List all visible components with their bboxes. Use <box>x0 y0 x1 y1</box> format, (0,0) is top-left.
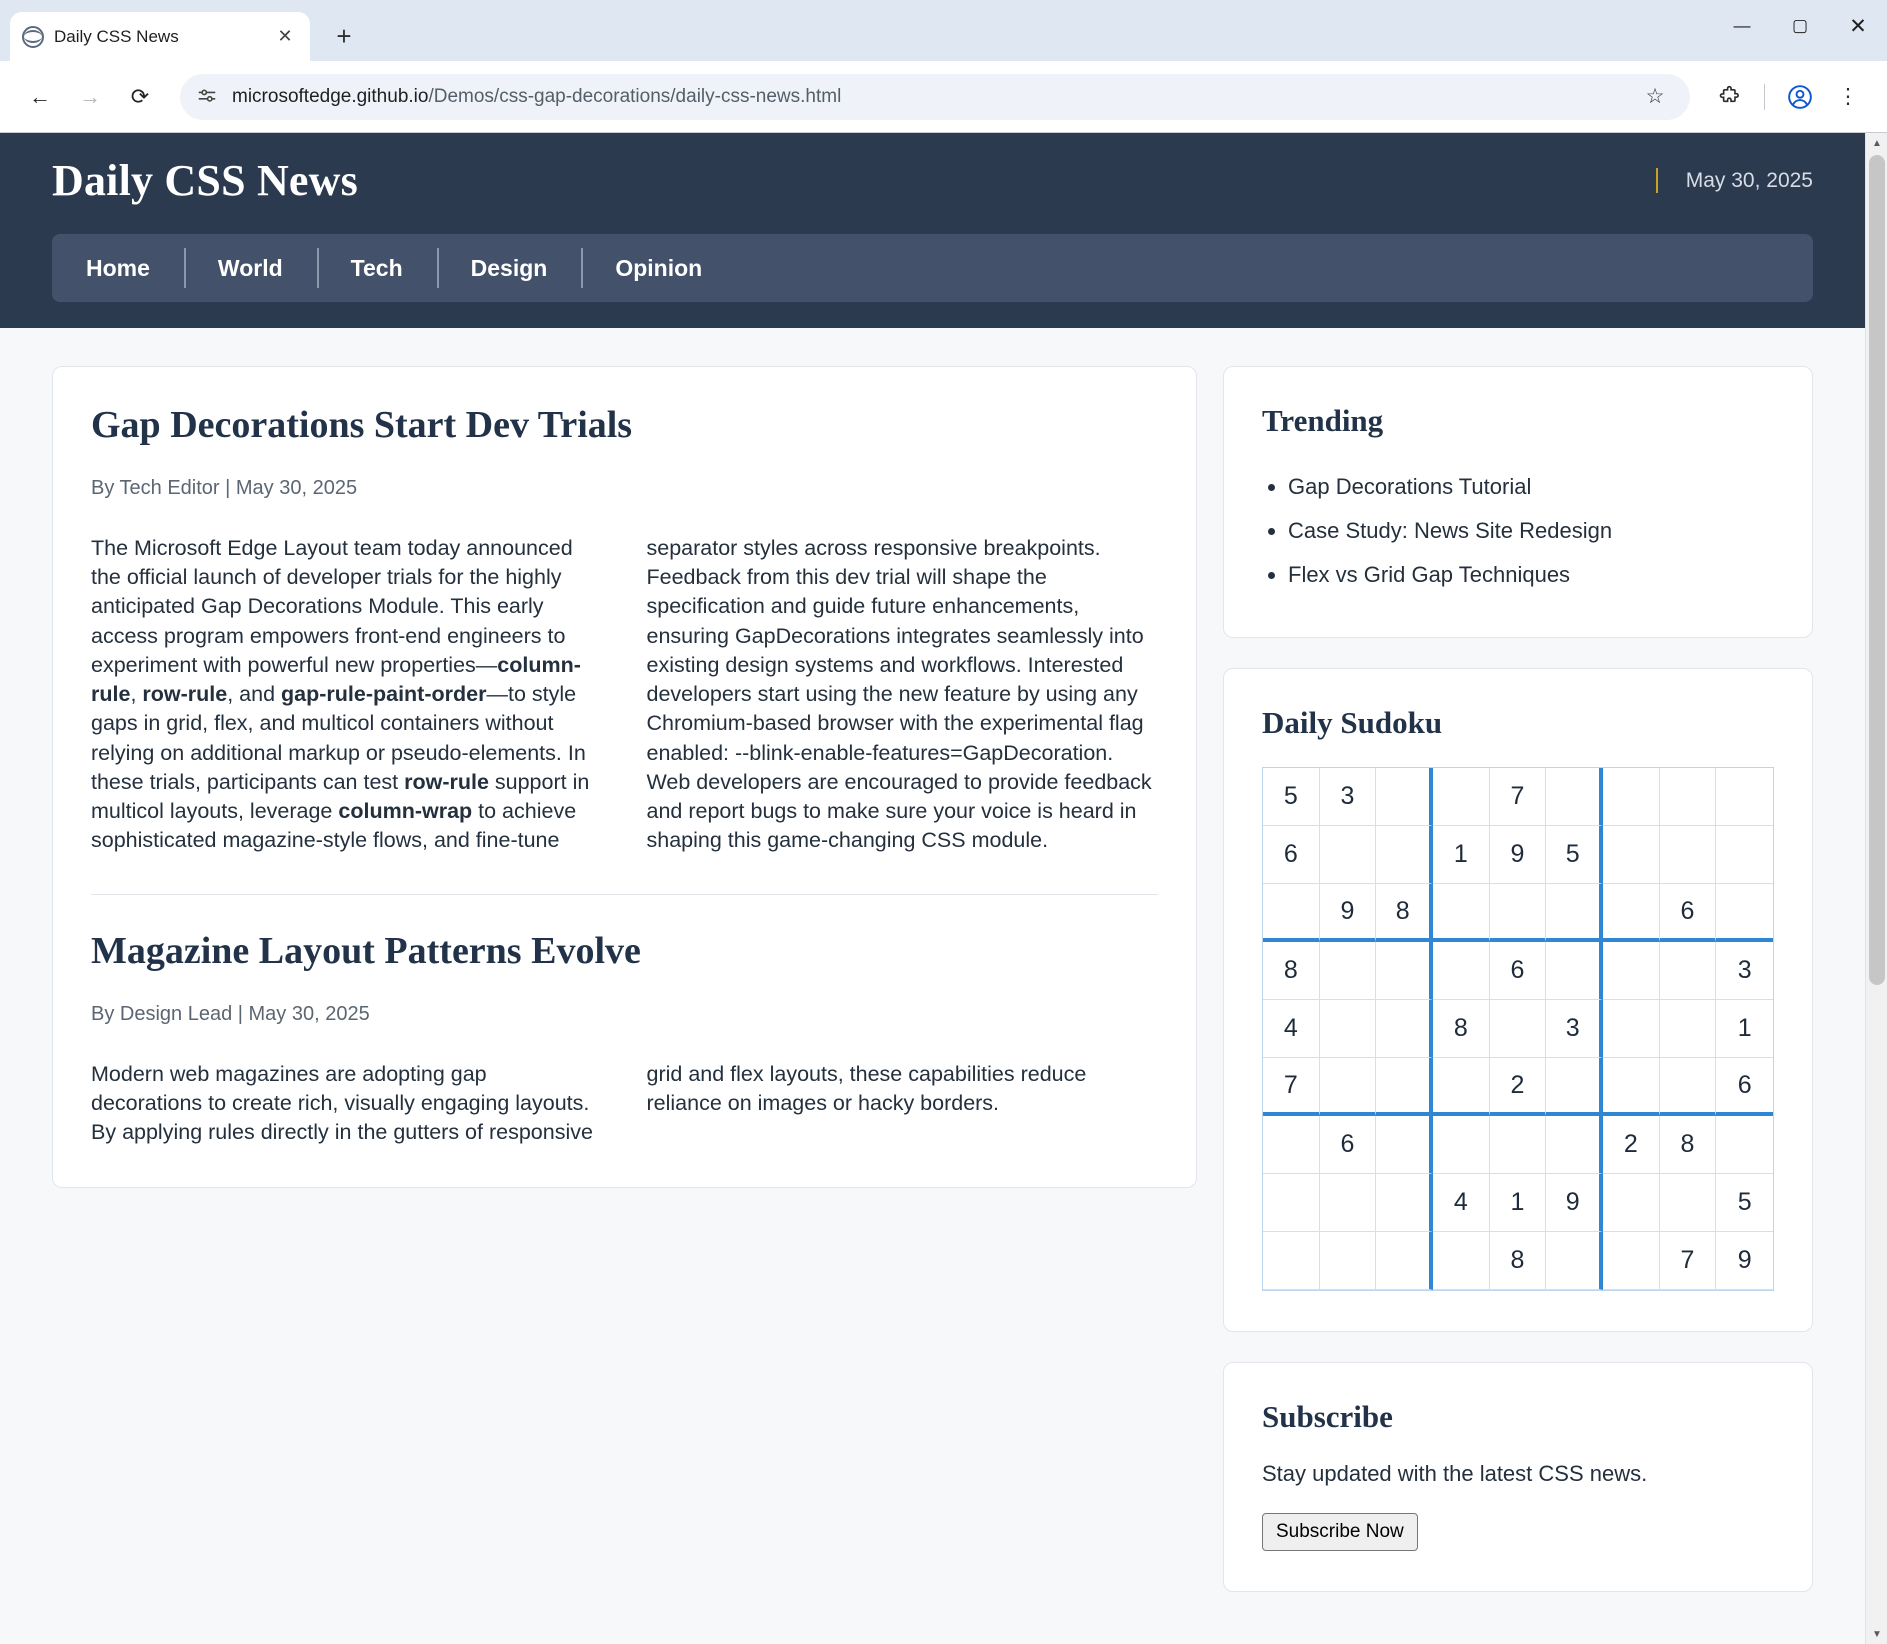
sudoku-cell[interactable]: 2 <box>1603 1116 1660 1174</box>
sudoku-cell[interactable] <box>1320 1058 1377 1116</box>
minimize-button[interactable]: — <box>1733 16 1751 35</box>
sudoku-cell[interactable] <box>1263 1174 1320 1232</box>
nav-item-design[interactable]: Design <box>437 234 582 302</box>
browser-menu-icon[interactable]: ⋮ <box>1837 85 1859 108</box>
sudoku-cell[interactable] <box>1660 942 1717 1000</box>
sudoku-cell[interactable] <box>1320 942 1377 1000</box>
sudoku-cell[interactable] <box>1603 768 1660 826</box>
tab-strip <box>0 0 1887 61</box>
subscribe-now-button[interactable]: Subscribe Now <box>1262 1513 1418 1551</box>
sudoku-cell[interactable]: 8 <box>1376 884 1433 942</box>
scrollbar-thumb[interactable] <box>1869 155 1885 985</box>
sudoku-cell[interactable]: 9 <box>1320 884 1377 942</box>
sudoku-cell[interactable] <box>1263 1232 1320 1290</box>
articles-card <box>52 366 1197 1188</box>
extensions-icon[interactable] <box>1708 76 1750 118</box>
sudoku-cell[interactable] <box>1716 884 1773 942</box>
sudoku-cell[interactable] <box>1490 1000 1547 1058</box>
sudoku-cell[interactable]: 7 <box>1490 768 1547 826</box>
bookmark-star-icon[interactable]: ☆ <box>1645 85 1665 108</box>
tune-icon[interactable] <box>194 84 220 110</box>
sudoku-cell[interactable] <box>1376 1058 1433 1116</box>
nav-item-home[interactable]: Home <box>86 254 150 281</box>
sudoku-cell[interactable] <box>1376 1174 1433 1232</box>
sudoku-cell[interactable] <box>1660 826 1717 884</box>
maximize-button[interactable]: ▢ <box>1791 16 1809 35</box>
sudoku-cell[interactable]: 8 <box>1263 942 1320 1000</box>
sudoku-cell[interactable]: 3 <box>1546 1000 1603 1058</box>
sudoku-cell[interactable] <box>1376 942 1433 1000</box>
new-tab-button[interactable]: + <box>336 20 352 51</box>
sudoku-cell[interactable] <box>1376 1116 1433 1174</box>
sudoku-cell[interactable] <box>1433 768 1490 826</box>
sudoku-cell[interactable] <box>1263 1116 1320 1174</box>
sudoku-cell[interactable]: 2 <box>1490 1058 1547 1116</box>
sudoku-cell[interactable] <box>1546 1058 1603 1116</box>
sudoku-cell[interactable]: 6 <box>1716 1058 1773 1116</box>
sudoku-cell[interactable] <box>1716 1116 1773 1174</box>
sudoku-cell[interactable] <box>1603 1232 1660 1290</box>
sudoku-cell[interactable] <box>1603 1000 1660 1058</box>
nav-item-tech[interactable]: Tech <box>317 234 437 302</box>
sudoku-cell[interactable] <box>1603 884 1660 942</box>
article-1 <box>91 403 1158 856</box>
sudoku-cell[interactable] <box>1376 1232 1433 1290</box>
masthead <box>52 155 1813 220</box>
sudoku-cell[interactable] <box>1546 884 1603 942</box>
sudoku-cell[interactable] <box>1660 1174 1717 1232</box>
url-path: /Demos/css-gap-decorations/daily-css-news.html <box>428 85 842 107</box>
url-host: microsoftedge.github.io <box>232 85 429 107</box>
web-page <box>0 133 1865 1644</box>
sudoku-cell[interactable] <box>1433 884 1490 942</box>
site-title: Daily CSS News <box>52 156 358 205</box>
subscribe-heading: Subscribe <box>1262 1399 1393 1434</box>
sudoku-cell[interactable] <box>1433 942 1490 1000</box>
sudoku-cell[interactable] <box>1603 942 1660 1000</box>
sudoku-heading: Daily Sudoku <box>1262 705 1443 740</box>
article-body: Modern web magazines are adopting gap decorations to create rich, visually engaging layouts. By applying rules directly in the gutters of responsive grid and flex layouts, these capabilities reduce reliance on images or hacky borders. <box>91 1061 1087 1145</box>
toolbar-divider <box>1764 84 1765 110</box>
sudoku-cell[interactable]: 4 <box>1263 1000 1320 1058</box>
trending-list <box>1262 465 1774 597</box>
site-navigation <box>52 234 1813 302</box>
sudoku-cell[interactable] <box>1603 826 1660 884</box>
article-title: Gap Decorations Start Dev Trials <box>91 404 633 446</box>
window-controls <box>1713 0 1887 52</box>
sudoku-cell[interactable]: 6 <box>1490 942 1547 1000</box>
sudoku-cell[interactable] <box>1490 884 1547 942</box>
sudoku-cell[interactable] <box>1716 768 1773 826</box>
trending-card <box>1223 366 1813 638</box>
nav-item-opinion[interactable]: Opinion <box>581 234 736 302</box>
main-column <box>52 366 1197 1188</box>
sudoku-cell[interactable] <box>1660 768 1717 826</box>
browser-toolbar <box>0 61 1887 133</box>
sudoku-cell[interactable] <box>1376 1000 1433 1058</box>
nav-item-world[interactable]: World <box>184 234 317 302</box>
scroll-up-arrow[interactable]: ▲ <box>1872 137 1882 149</box>
trending-heading: Trending <box>1262 403 1384 438</box>
sudoku-cell[interactable] <box>1603 1058 1660 1116</box>
sudoku-cell[interactable]: 9 <box>1546 1174 1603 1232</box>
subscribe-card <box>1223 1362 1813 1592</box>
account-icon[interactable] <box>1779 76 1821 118</box>
article-body: The Microsoft Edge Layout team today announced the official launch of developer trials for the highly anticipated Gap Decorations Module. This early access program empowers front-end engineers to experiment with powerful new properties—column-rule, row-rule, and gap-rule-paint-order—to style gaps in grid, flex, and multicol containers without relying on additional markup or pseudo-elements. In these trials, participants can test row-rule support in multicol layouts, leverage column-wrap to achieve sophisticated magazine-style flows, and fine-tune separator styles across responsive breakpoints. Feedback from this dev trial will shape the specification and guide future enhancements, ensuring GapDecorations integrates seamlessly into existing design systems and workflows. Interested developers start using the new feature by using any Chromium-based browser with the experimental flag enabled: --blink-enable-features=GapDecoration. Web developers are encouraged to provide feedback and report bugs to make sure your voice is heard in shaping this game-changing CSS module. <box>91 536 1152 853</box>
sudoku-grid[interactable] <box>1262 767 1774 1291</box>
sudoku-cell[interactable]: 5 <box>1546 826 1603 884</box>
address-text <box>232 86 1622 108</box>
article-2 <box>91 929 1158 1148</box>
sudoku-cell[interactable]: 8 <box>1660 1116 1717 1174</box>
sudoku-cell[interactable] <box>1320 826 1377 884</box>
sudoku-card <box>1223 668 1813 1332</box>
page-content <box>0 328 1865 1592</box>
sudoku-cell[interactable] <box>1603 1174 1660 1232</box>
sudoku-cell[interactable]: 6 <box>1320 1116 1377 1174</box>
page-viewport <box>0 133 1887 1644</box>
sudoku-cell[interactable] <box>1716 826 1773 884</box>
reload-button[interactable]: ⟳ <box>130 83 150 109</box>
article-byline: By Design Lead | May 30, 2025 <box>91 1002 370 1025</box>
sudoku-cell[interactable] <box>1546 1232 1603 1290</box>
article-byline: By Tech Editor | May 30, 2025 <box>91 477 358 499</box>
list-item[interactable]: • Flex vs Grid Gap Techniques <box>1288 553 1774 597</box>
sudoku-cell[interactable]: 1 <box>1490 1174 1547 1232</box>
masthead-date: May 30, 2025 <box>1656 168 1813 193</box>
sudoku-cell[interactable] <box>1490 1116 1547 1174</box>
sudoku-cell[interactable]: 8 <box>1490 1232 1547 1290</box>
article-title: Magazine Layout Patterns Evolve <box>91 929 641 972</box>
sudoku-cell[interactable]: 6 <box>1660 884 1717 942</box>
close-icon[interactable]: ✕ <box>277 26 293 46</box>
article-divider <box>91 894 1158 895</box>
site-header <box>0 133 1865 328</box>
subscribe-text: Stay updated with the latest CSS news. <box>1262 1461 1648 1486</box>
sudoku-cell[interactable] <box>1660 1058 1717 1116</box>
sudoku-cell[interactable] <box>1376 768 1433 826</box>
sudoku-cell[interactable]: 7 <box>1660 1232 1717 1290</box>
sudoku-cell[interactable]: 7 <box>1263 1058 1320 1116</box>
tab-title: Daily CSS News <box>54 26 179 46</box>
sudoku-cell[interactable] <box>1376 826 1433 884</box>
sudoku-cell[interactable] <box>1660 1000 1717 1058</box>
list-item[interactable]: • Case Study: News Site Redesign <box>1288 509 1774 553</box>
sudoku-cell[interactable] <box>1433 1232 1490 1290</box>
page-scrollbar[interactable] <box>1865 133 1887 1644</box>
sudoku-cell[interactable] <box>1546 768 1603 826</box>
sudoku-cell[interactable]: 5 <box>1263 768 1320 826</box>
sidebar-column <box>1223 366 1813 1592</box>
address-bar[interactable] <box>180 74 1690 120</box>
sudoku-cell[interactable]: 8 <box>1433 1000 1490 1058</box>
browser-tab[interactable] <box>10 12 310 61</box>
sudoku-cell[interactable] <box>1320 1174 1377 1232</box>
window-close-button[interactable]: ✕ <box>1849 14 1867 38</box>
scroll-down-arrow[interactable]: ▼ <box>1872 1628 1882 1640</box>
sudoku-cell[interactable] <box>1546 942 1603 1000</box>
forward-button[interactable]: → <box>79 83 101 109</box>
back-button[interactable]: ← <box>29 83 51 109</box>
sudoku-cell[interactable]: 3 <box>1320 768 1377 826</box>
sudoku-cell[interactable] <box>1546 1116 1603 1174</box>
sudoku-cell[interactable] <box>1263 884 1320 942</box>
sudoku-cell[interactable] <box>1433 1058 1490 1116</box>
sudoku-cell[interactable]: 9 <box>1716 1232 1773 1290</box>
sudoku-cell[interactable]: 6 <box>1263 826 1320 884</box>
omnibox-actions <box>1634 76 1676 118</box>
sudoku-cell[interactable]: 9 <box>1490 826 1547 884</box>
sudoku-cell[interactable]: 1 <box>1716 1000 1773 1058</box>
sudoku-cell[interactable] <box>1433 1116 1490 1174</box>
sudoku-cell[interactable] <box>1320 1232 1377 1290</box>
globe-icon <box>22 26 44 48</box>
sudoku-cell[interactable]: 5 <box>1716 1174 1773 1232</box>
sudoku-cell[interactable] <box>1320 1000 1377 1058</box>
list-item[interactable]: • Gap Decorations Tutorial <box>1288 465 1774 509</box>
sudoku-cell[interactable]: 4 <box>1433 1174 1490 1232</box>
sudoku-cell[interactable]: 1 <box>1433 826 1490 884</box>
sudoku-cell[interactable]: 3 <box>1716 942 1773 1000</box>
